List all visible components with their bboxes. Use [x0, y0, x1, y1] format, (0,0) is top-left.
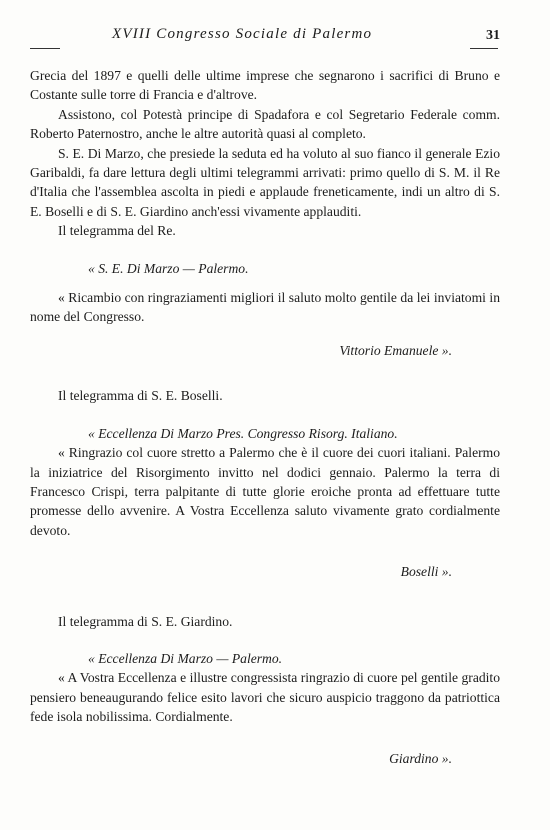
paragraph-1: Grecia del 1897 e quelli delle ultime imprese che segnarono i sacrifici di Bruno e Costante sulle torre di Francia e d'altrove. [30, 68, 500, 103]
paragraph-3: S. E. Di Marzo, che presiede la seduta ed ha voluto al suo fianco il generale Ezio Garibaldi, fa dare lettura degli ultimi telegrammi arrivati: primo quello di S. M. il Re d'Italia che l'assemblea ascolta in piedi e applaude freneticamente, indi un altro di S. E. Boselli e di S. E. Giardino anch'essi vivamente applauditi. [30, 145, 500, 219]
boselli-message: « Ringrazio col cuore stretto a Palermo che è il cuore dei cuori italiani. Palermo la iniziatrice del Risorgimento invitto nel dodici gennaio. Palermo la terra di Francesco Crispi, terra palpitante di tutte glorie eroiche pronta ad effettuare tutte promesse dello avvenire. A Vostra Eccellenza saluto vivamente grato cordialmente devoto. [30, 445, 500, 538]
giardino-message: « A Vostra Eccellenza e illustre congressista ringrazio di cuore pel gentile gradito pensiero beneaugurando felice esito lavori che sicuro auspicio traggono da patriottica fede isola nobilissima. Cordialmente. [30, 670, 500, 725]
paragraph-4: Il telegramma del Re. [58, 223, 176, 239]
boselli-salutation: « Eccellenza Di Marzo Pres. Congresso Risorg. Italiano. [88, 425, 398, 441]
paragraph-5: Il telegramma di S. E. Boselli. [58, 388, 223, 404]
boselli-signature: Boselli ». [400, 564, 452, 580]
giardino-signature: Giardino ». [389, 750, 452, 766]
header-rule-left [30, 48, 60, 49]
paragraph-6: Il telegramma di S. E. Giardino. [58, 613, 233, 629]
king-message: « Ricambio con ringraziamenti migliori il saluto molto gentile da lei inviatomi in nome del Congresso. [30, 290, 500, 325]
giardino-salutation: « Eccellenza Di Marzo — Palermo. [88, 650, 283, 666]
body-text [30, 66, 500, 768]
page-header [0, 26, 550, 48]
paragraph-2: Assistono, col Potestà principe di Spadafora e col Segretario Federale comm. Roberto Paternostro, anche le altre autorità quasi al completo. [30, 106, 500, 142]
king-salutation: « S. E. Di Marzo — Palermo. [88, 260, 249, 276]
page-number: 31 [486, 28, 500, 43]
header-rule-right [470, 48, 498, 49]
king-signature: Vittorio Emanuele ». [339, 342, 452, 358]
running-title: XVIII Congresso Sociale di Palermo [112, 26, 373, 42]
